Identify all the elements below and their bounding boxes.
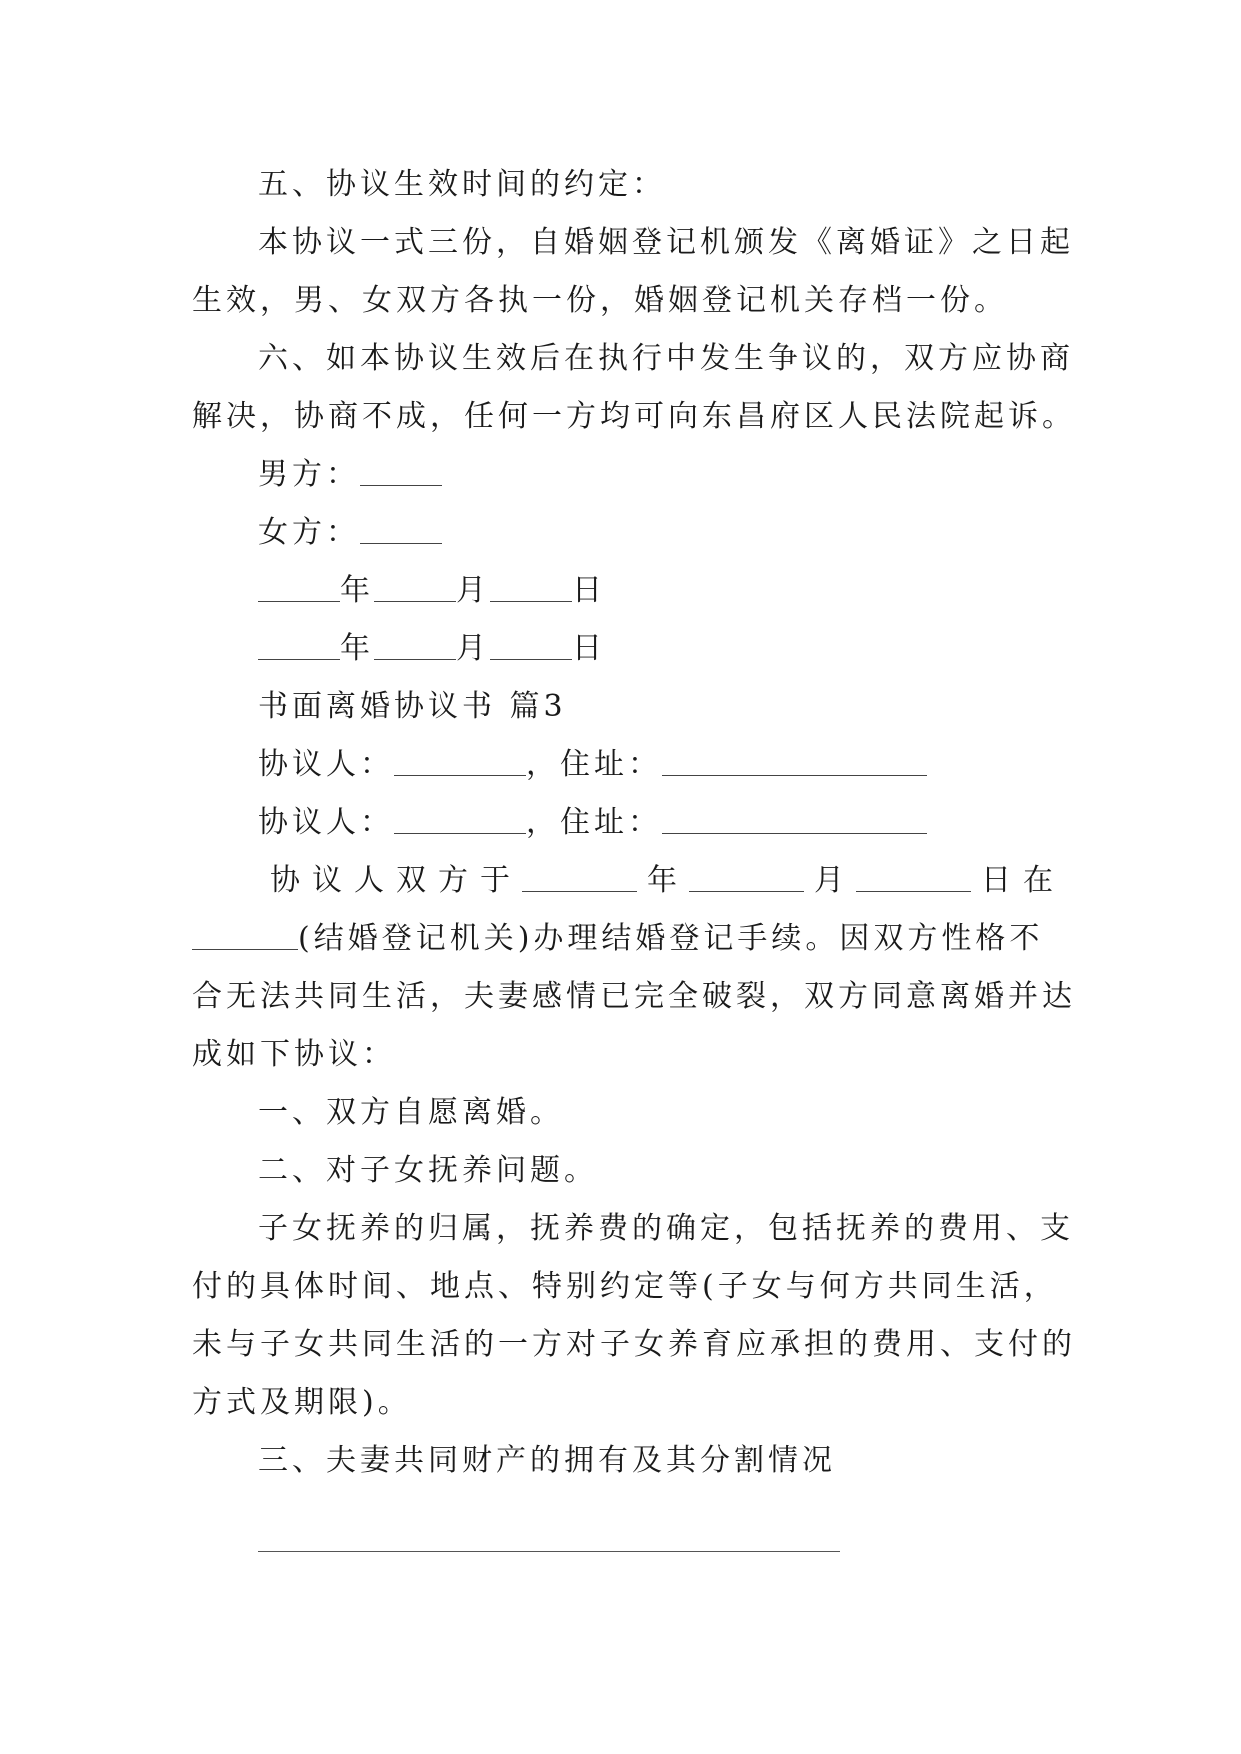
item-1: 一、双方自愿离婚。 [258,1095,564,1130]
marriage-month-blank [689,861,804,892]
address-blank [662,745,927,776]
piece-title: 书面离婚协议书 篇3 [258,689,567,724]
party-line-2 [258,803,927,843]
marriage-day-label: 日在 [981,863,1065,898]
marriage-year-label: 年 [647,863,689,898]
day-blank [490,571,572,602]
month-label: 月 [456,631,490,666]
day-blank [490,629,572,660]
marriage-year-blank [522,861,637,892]
male-label: 男方： [258,457,360,492]
year-blank [258,629,340,660]
child-paragraph-line-4: 方式及期限)。 [192,1385,412,1420]
address-blank [662,803,927,834]
date-line-2 [258,629,606,669]
section-6-line-2: 解决，协商不成，任何一方均可向东昌府区人民法院起诉。 [192,399,1076,434]
party-name-blank [394,803,526,834]
marriage-line-2-text: (结婚登记机关)办理结婚登记手续。因双方性格不 [298,921,1044,956]
year-blank [258,571,340,602]
address-label: ，住址： [526,747,662,782]
month-blank [374,629,456,660]
child-paragraph-line-3: 未与子女共同生活的一方对子女养育应承担的费用、支付的 [192,1327,1076,1362]
year-label: 年 [340,631,374,666]
day-label: 日 [572,573,606,608]
party-label: 协议人： [258,747,394,782]
date-line-1 [258,571,606,611]
property-fill-blank [258,1551,840,1552]
address-label: ，住址： [526,805,662,840]
marriage-text-start: 协议人双方于 [270,863,522,898]
section-6-line-1: 六、如本协议生效后在执行中发生争议的，双方应协商 [258,341,1074,376]
party-line-1 [258,745,927,785]
marriage-line-2 [192,919,1043,959]
marriage-day-blank [856,861,971,892]
month-blank [374,571,456,602]
party-label: 协议人： [258,805,394,840]
male-signature-line [258,455,442,495]
child-paragraph-line-1: 子女抚养的归属，抚养费的确定，包括抚养的费用、支 [258,1211,1074,1246]
registration-office-blank [192,919,298,950]
marriage-line-3: 合无法共同生活，夫妻感情已完全破裂，双方同意离婚并达 [192,979,1076,1014]
section-5-title: 五、协议生效时间的约定： [258,167,666,202]
marriage-month-label: 月 [814,863,856,898]
party-name-blank [394,745,526,776]
female-label: 女方： [258,515,360,550]
item-2: 二、对子女抚养问题。 [258,1153,598,1188]
female-signature-line [258,513,442,553]
year-label: 年 [340,573,374,608]
marriage-line-4: 成如下协议： [192,1037,396,1072]
male-name-blank [360,455,442,486]
child-paragraph-line-2: 付的具体时间、地点、特别约定等(子女与何方共同生活， [192,1269,1058,1304]
month-label: 月 [456,573,490,608]
section-5-paragraph-line-2: 生效，男、女双方各执一份，婚姻登记机关存档一份。 [192,283,1008,318]
day-label: 日 [572,631,606,666]
item-3: 三、夫妻共同财产的拥有及其分割情况 [258,1443,836,1478]
section-5-paragraph-line-1: 本协议一式三份，自婚姻登记机颁发《离婚证》之日起 [258,225,1074,260]
marriage-line-1 [270,861,1065,901]
female-name-blank [360,513,442,544]
